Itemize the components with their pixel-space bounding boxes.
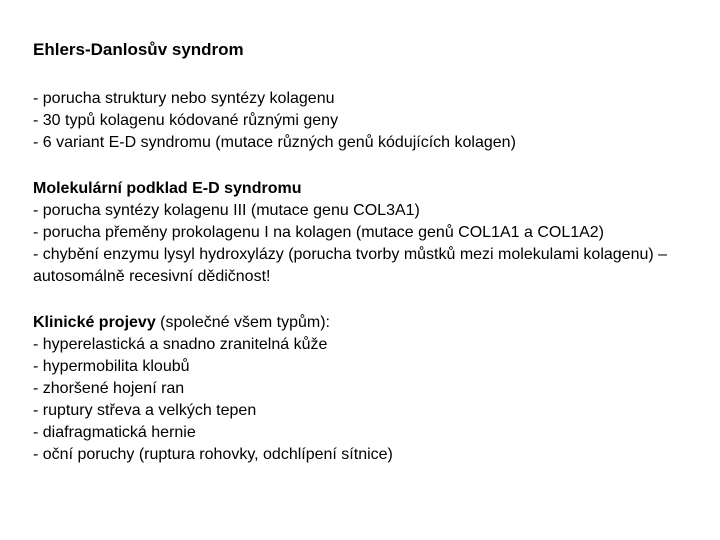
clinical-heading-bold: Klinické projevy: [33, 314, 156, 331]
clinical-line: - hypermobilita kloubů: [33, 358, 190, 375]
slide-title: Ehlers-Danlosův syndrom: [33, 40, 244, 59]
clinical-line: - ruptury střeva a velkých tepen: [33, 402, 257, 419]
molecular-line: - chybění enzymu lysyl hydroxylázy (porucha tvorby můstků mezi molekulami kolagenu) – autosomálně recesivní dědičnost!: [33, 246, 668, 285]
clinical-block: [33, 312, 703, 466]
molecular-line: - porucha syntézy kolagenu III (mutace genu COL3A1): [33, 202, 420, 219]
intro-block: [33, 88, 703, 154]
intro-line: - 6 variant E-D syndromu (mutace různých genů kódujících kolagen): [33, 134, 516, 151]
molecular-heading: Molekulární podklad E-D syndromu: [33, 180, 302, 197]
intro-line: - porucha struktury nebo syntézy kolagenu: [33, 90, 335, 107]
clinical-line: - hyperelastická a snadno zranitelná kůže: [33, 336, 328, 353]
clinical-heading-rest: (společné všem typům):: [155, 314, 330, 331]
molecular-block: [33, 178, 703, 288]
clinical-line: - diafragmatická hernie: [33, 424, 196, 441]
slide-content: [33, 38, 703, 490]
clinical-line: - zhoršené hojení ran: [33, 380, 185, 397]
intro-line: - 30 typů kolagenu kódované různými geny: [33, 112, 339, 129]
molecular-line: - porucha přeměny prokolagenu I na kolagen (mutace genů COL1A1 a COL1A2): [33, 224, 605, 241]
clinical-heading: [33, 312, 703, 334]
clinical-line: - oční poruchy (ruptura rohovky, odchlípení sítnice): [33, 446, 393, 463]
